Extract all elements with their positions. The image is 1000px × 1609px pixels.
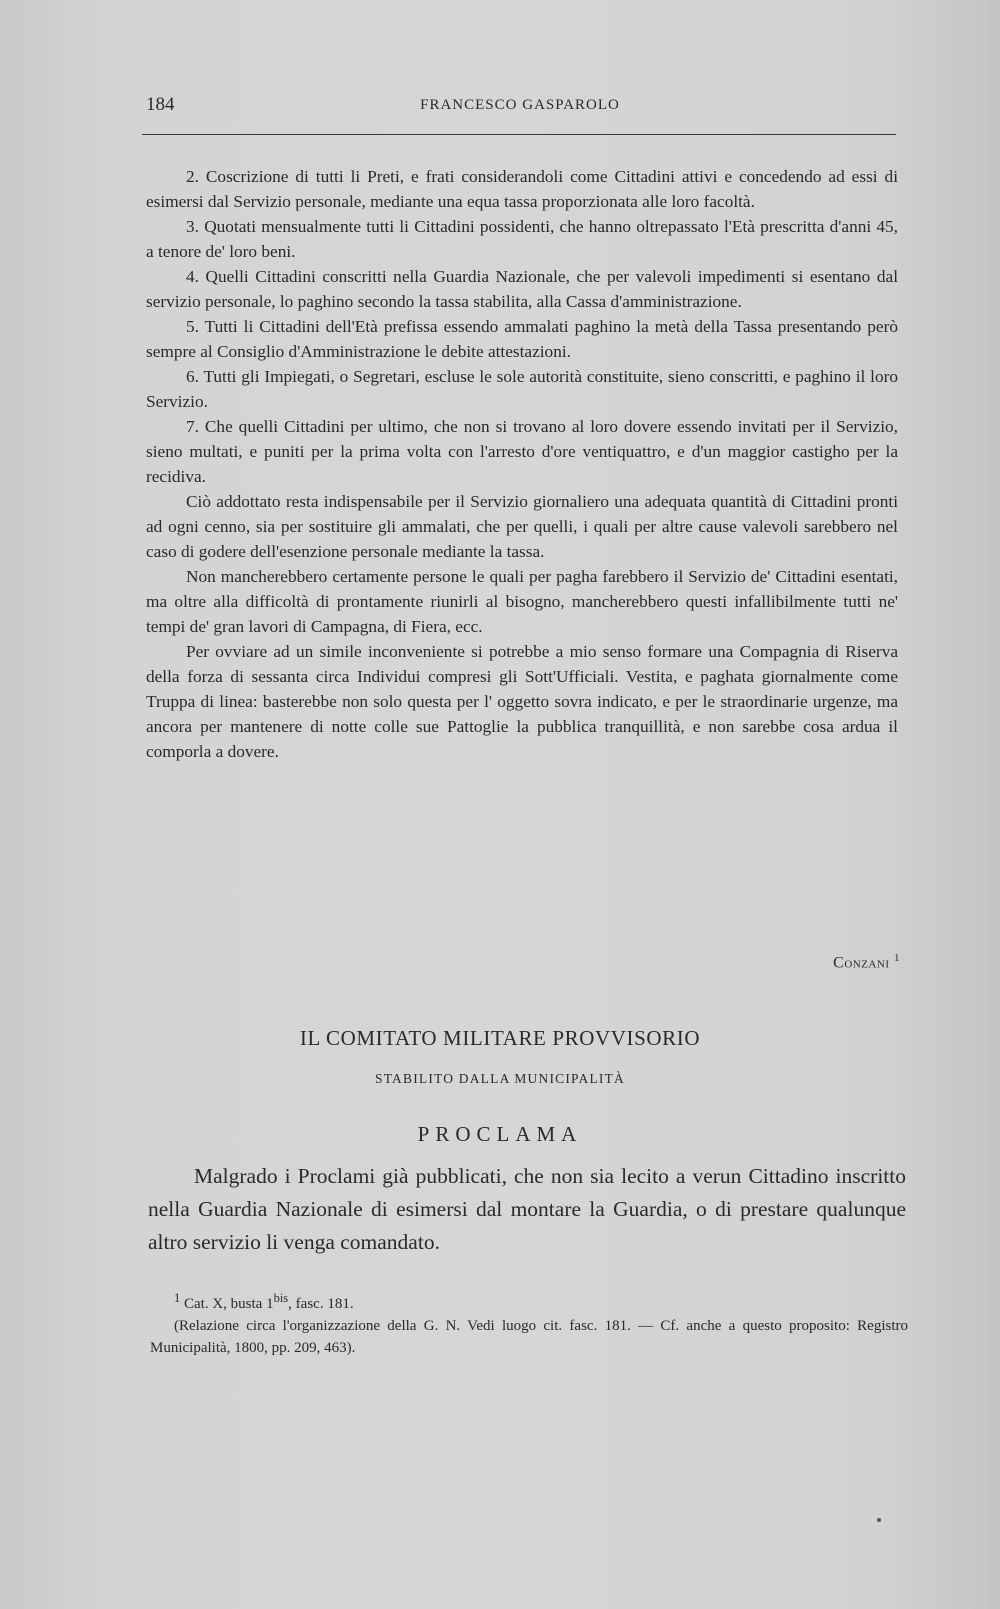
paragraph: 5. Tutti li Cittadini dell'Età prefissa essendo ammalati paghino la metà della Tassa presentando però sempre al Consiglio d'Amministrazione le debite attestazioni.: [146, 317, 898, 361]
paragraph: 7. Che quelli Cittadini per ultimo, che non si trovano al loro dovere essendo invitati per il Servizio, sieno multati, e puniti per la prima volta con l'arresto d'ore ventiquattro, e d'un maggior castigho per la recidiva.: [146, 417, 898, 486]
paragraph: 3. Quotati mensualmente tutti li Cittadini possidenti, che hanno oltrepassato l'Età prescritta d'anni 45, a tenore de' loro beni.: [146, 217, 898, 261]
proclamation-heading: PROCLAMA: [417, 1122, 583, 1146]
footnote-reference: 1: [894, 952, 900, 964]
page-header: [146, 94, 894, 120]
running-head: FRANCESCO GASPAROLO: [420, 97, 620, 113]
paragraph: 2. Coscrizione di tutti li Preti, e frati considerandoli come Cittadini attivi e concedendo ad essi di esimersi dal Servizio personale, mediante una equa tassa proporzionata alle loro facoltà.: [146, 167, 898, 211]
footnote-mark: 1: [174, 1291, 181, 1305]
proclamation-text: Malgrado i Proclami già pubblicati, che non sia lecito a verun Cittadino inscritto nella Guardia Nazionale di esimersi dal montare la Guardia, o di prestare qualunque altro servizio li venga comandato.: [148, 1164, 906, 1254]
paragraph: 4. Quelli Cittadini conscritti nella Guardia Nazionale, che per valevoli impedimenti si esentano dal servizio personale, lo paghino secondo la tassa stabilita, alla Cassa d'amministrazione.: [146, 267, 898, 311]
header-rule: [142, 134, 896, 135]
paragraph: Non mancherebbero certamente persone le quali per pagha farebbero il Servizio de' Cittadini esentati, ma oltre alla difficoltà di prontamente riunirli al bisogno, mancherebbero questi infallibilmente tutti ne' tempi de' gran lavori di Campagna, di Fiera, ecc.: [146, 567, 898, 636]
signature: [833, 952, 900, 972]
signature-name: Conzani: [833, 954, 890, 972]
footnote-ref-text: Cat. X, busta 1: [184, 1296, 274, 1312]
proclamation-body: [148, 1160, 906, 1259]
page-number: 184: [146, 94, 175, 115]
proclamation-subtitle: STABILITO DALLA MUNICIPALITÀ: [374, 1071, 625, 1086]
paragraph: Per ovviare ad un simile inconveniente si potrebbe a mio senso formare una Compagnia di Riserva della forza di sessanta circa Individui compresi gli Sott'Ufficiali. Vestita, e paghata giornalmente come Truppa di linea: basterebbe non solo questa per l' oggetto sovra indicato, e per le straordinarie urgenze, ma ancora per mantenere di notte colle sue Pattoglie la pubblica tranquillità, e non sarebbe cosa ardua il comporla a dovere.: [146, 642, 898, 761]
paragraph: 6. Tutti gli Impiegati, o Segretari, escluse le sole autorità constituite, sieno conscritti, e paghino il loro Servizio.: [146, 367, 898, 411]
paragraph: Ciò addottato resta indispensabile per il Servizio giornaliero una adequata quantità di Cittadini pronti ad ogni cenno, sia per sostituire gli ammalati, che per quelli, i quali per altre cause valevoli sarebbero nel caso di godere dell'esenzione personale mediante la tassa.: [146, 492, 898, 561]
footnote-ref-superscript: bis: [273, 1291, 289, 1305]
proclamation-title: IL COMITATO MILITARE PROVVISORIO: [299, 1026, 701, 1050]
footnote-note: (Relazione circa l'organizzazione della G. N. Vedi luogo cit. fasc. 181. — Cf. anche a questo proposito: Registro Municipalità, 1800, pp. 209, 463).: [150, 1318, 908, 1356]
footnote-ref-suffix: , fasc. 181.: [288, 1296, 354, 1312]
footnote-1: [150, 1287, 908, 1315]
body-text: [146, 164, 898, 764]
footnotes: [150, 1287, 908, 1359]
ink-speck: [877, 1518, 881, 1522]
